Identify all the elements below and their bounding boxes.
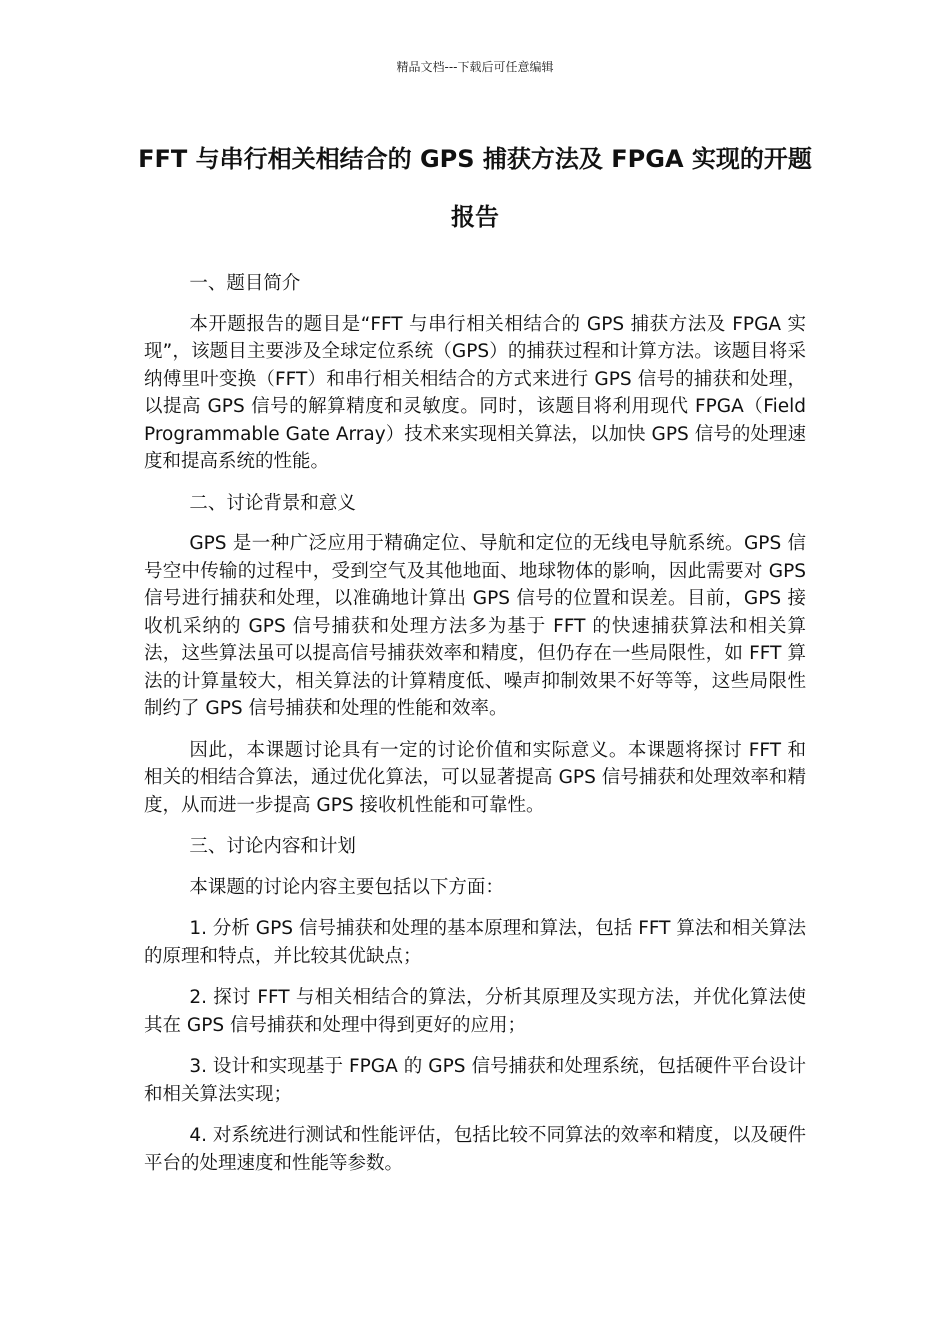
list-item: 1. 分析 GPS 信号捕获和处理的基本原理和算法，包括 FFT 算法和相关算法的原理和特点，并比较其优缺点； [144,918,806,967]
section-heading: 三、讨论内容和计划 [189,836,356,857]
list-item: 4. 对系统进行测试和性能评估，包括比较不同算法的效率和精度，以及硬件平台的处理速度和性能等参数。 [144,1125,806,1174]
list-item: 2. 探讨 FFT 与相关相结合的算法，分析其原理及实现方法，并优化算法使其在 GPS 信号捕获和处理中得到更好的应用； [144,987,806,1036]
paragraph: GPS 是一种广泛应用于精确定位、导航和定位的无线电导航系统。GPS 信号空中传输的过程中，受到空气及其他地面、地球物体的影响，因此需要对 GPS 信号进行捕获和处理，以准确地计算出 GPS 信号的位置和误差。目前，GPS 接收机采纳的 GPS 信号捕获和处理方法多为基于 FFT 的快速捕获算法和相关算法，这些算法虽可以提高信号捕获效率和精度，但仍存在一些局限性，如 FFT 算法的计算量较大，相关算法的计算精度低、噪声抑制效果不好等等，这些局限性制约了 GPS 信号捕获和处理的性能和效率。 [144,533,806,719]
paragraph: 本开题报告的题目是“FFT 与串行相关相结合的 GPS 捕获方法及 FPGA 实现”，该题目主要涉及全球定位系统（GPS）的捕获过程和计算方法。该题目将采纳傅里叶变换（FFT）和串行相关相结合的方式来进行 GPS 信号的捕获和处理，以提高 GPS 信号的解算精度和灵敏度。同时，该题目将利用现代 FPGA（Field Programmable Gate Array）技术来实现相关算法，以加快 GPS 信号的处理速度和提高系统的性能。 [144,313,806,472]
document-body [144,270,806,1191]
section-heading: 二、讨论背景和意义 [189,492,356,514]
page-header: 精品文档---下载后可任意编辑 [396,60,554,74]
document-title: FFT 与串行相关相结合的 GPS 捕获方法及 FPGA 实现的开题报告 [138,145,812,231]
list-item: 3. 设计和实现基于 FPGA 的 GPS 信号捕获和处理系统，包括硬件平台设计和相关算法实现； [144,1056,806,1105]
paragraph: 因此，本课题讨论具有一定的讨论价值和实际意义。本课题将探讨 FFT 和相关的相结合算法，通过优化算法，可以显著提高 GPS 信号捕获和处理效率和精度，从而进一步提高 GPS 接收机性能和可靠性。 [144,739,806,816]
section-heading: 一、题目简介 [189,273,301,294]
paragraph: 本课题的讨论内容主要包括以下方面： [189,876,504,898]
